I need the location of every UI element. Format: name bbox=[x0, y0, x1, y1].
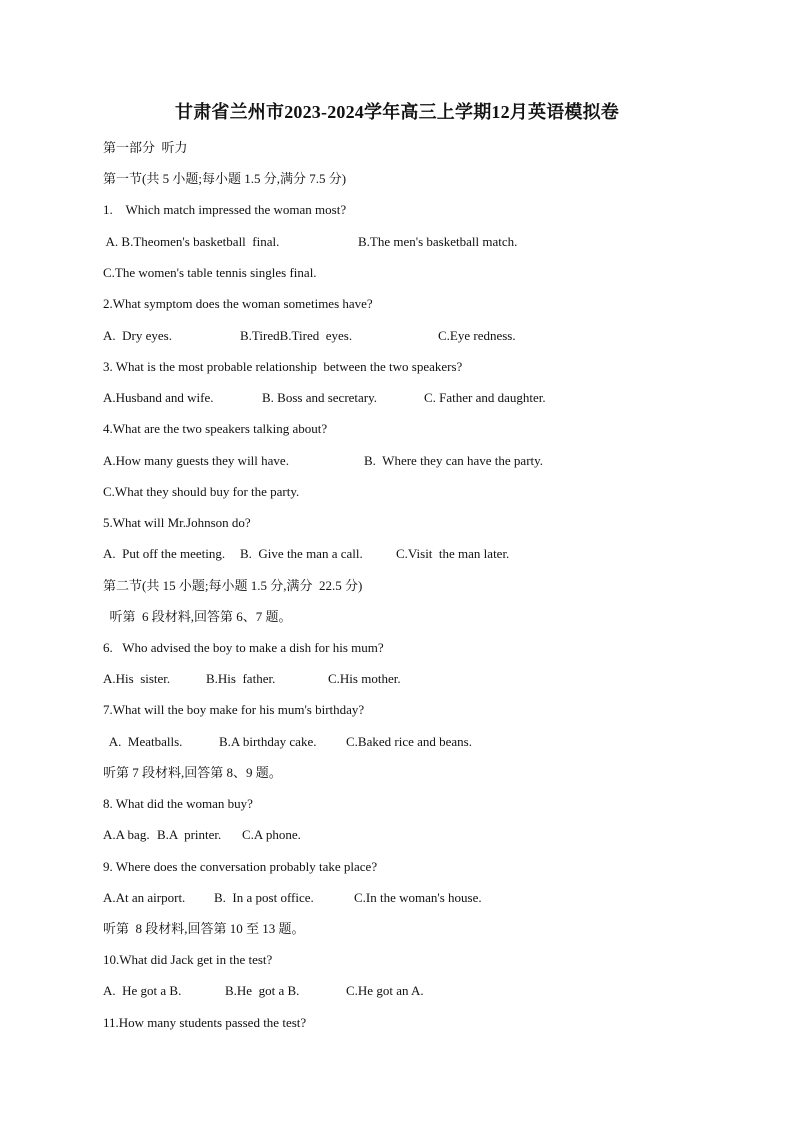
question-stem: 5.What will Mr.Johnson do? bbox=[103, 515, 251, 530]
option-c: C.What they should buy for the party. bbox=[103, 484, 300, 499]
option-b: B.A printer. bbox=[157, 827, 222, 842]
option-b: B.A birthday cake. bbox=[219, 734, 317, 749]
option-a: A. He got a B. bbox=[103, 983, 182, 998]
option-a: A.Husband and wife. bbox=[103, 390, 214, 405]
question-stem: 11.How many students passed the test? bbox=[103, 1015, 307, 1030]
option-b: B. Boss and secretary. bbox=[262, 390, 378, 405]
question-stem: 10.What did Jack get in the test? bbox=[103, 952, 273, 967]
option-c: C.Eye redness. bbox=[438, 328, 516, 343]
option-b: B. In a post office. bbox=[214, 890, 314, 905]
option-c: C.Baked rice and beans. bbox=[346, 734, 472, 749]
listening-instruction: 听第 7 段材料,回答第 8、9 题。 bbox=[103, 765, 282, 780]
option-c: C.His mother. bbox=[328, 671, 401, 686]
option-a: A. Meatballs. bbox=[103, 734, 183, 749]
question-stem: 1. Which match impressed the woman most? bbox=[103, 202, 347, 217]
option-a: A. Dry eyes. bbox=[103, 328, 172, 343]
question-stem: 6. Who advised the boy to make a dish for his mum? bbox=[103, 640, 384, 655]
option-b: B.TiredB.Tired eyes. bbox=[240, 328, 353, 343]
option-a: A.His sister. bbox=[103, 671, 171, 686]
option-b: B.The men's basketball match. bbox=[358, 234, 518, 249]
option-c: C.Visit the man later. bbox=[396, 546, 510, 561]
option-b: B.His father. bbox=[206, 671, 276, 686]
question-stem: 4.What are the two speakers talking about? bbox=[103, 421, 328, 436]
option-c: C.The women's table tennis singles final. bbox=[103, 265, 317, 280]
listening-instruction: 听第 6 段材料,回答第 6、7 题。 bbox=[103, 609, 292, 624]
question-stem: 8. What did the woman buy? bbox=[103, 796, 253, 811]
option-b: B. Give the man a call. bbox=[240, 546, 363, 561]
option-b: B. Where they can have the party. bbox=[364, 453, 544, 468]
option-a: A. Put off the meeting. bbox=[103, 546, 226, 561]
option-c: C.In the woman's house. bbox=[354, 890, 482, 905]
question-stem: 9. Where does the conversation probably take place? bbox=[103, 859, 378, 874]
listening-instruction: 听第 8 段材料,回答第 10 至 13 题。 bbox=[103, 921, 305, 936]
page-title: 甘肃省兰州市2023-2024学年高三上学期12月英语模拟卷 bbox=[175, 102, 619, 122]
question-stem: 2.What symptom does the woman sometimes have? bbox=[103, 296, 373, 311]
section-heading: 第二节(共 15 小题;每小题 1.5 分,满分 22.5 分) bbox=[103, 578, 363, 593]
option-a: A.How many guests they will have. bbox=[103, 453, 289, 468]
option-a: A.A bag. bbox=[103, 827, 150, 842]
option-c: C.A phone. bbox=[242, 827, 301, 842]
option-c: C. Father and daughter. bbox=[424, 390, 546, 405]
question-stem: 3. What is the most probable relationship between the two speakers? bbox=[103, 359, 463, 374]
option-c: C.He got an A. bbox=[346, 983, 424, 998]
option-a: A. B.Theomen's basketball final. bbox=[103, 234, 280, 249]
question-stem: 7.What will the boy make for his mum's birthday? bbox=[103, 702, 365, 717]
section-heading: 第一节(共 5 小题;每小题 1.5 分,满分 7.5 分) bbox=[103, 171, 347, 186]
option-b: B.He got a B. bbox=[225, 983, 300, 998]
option-a: A.At an airport. bbox=[103, 890, 186, 905]
part-heading: 第一部分 听力 bbox=[103, 140, 188, 155]
